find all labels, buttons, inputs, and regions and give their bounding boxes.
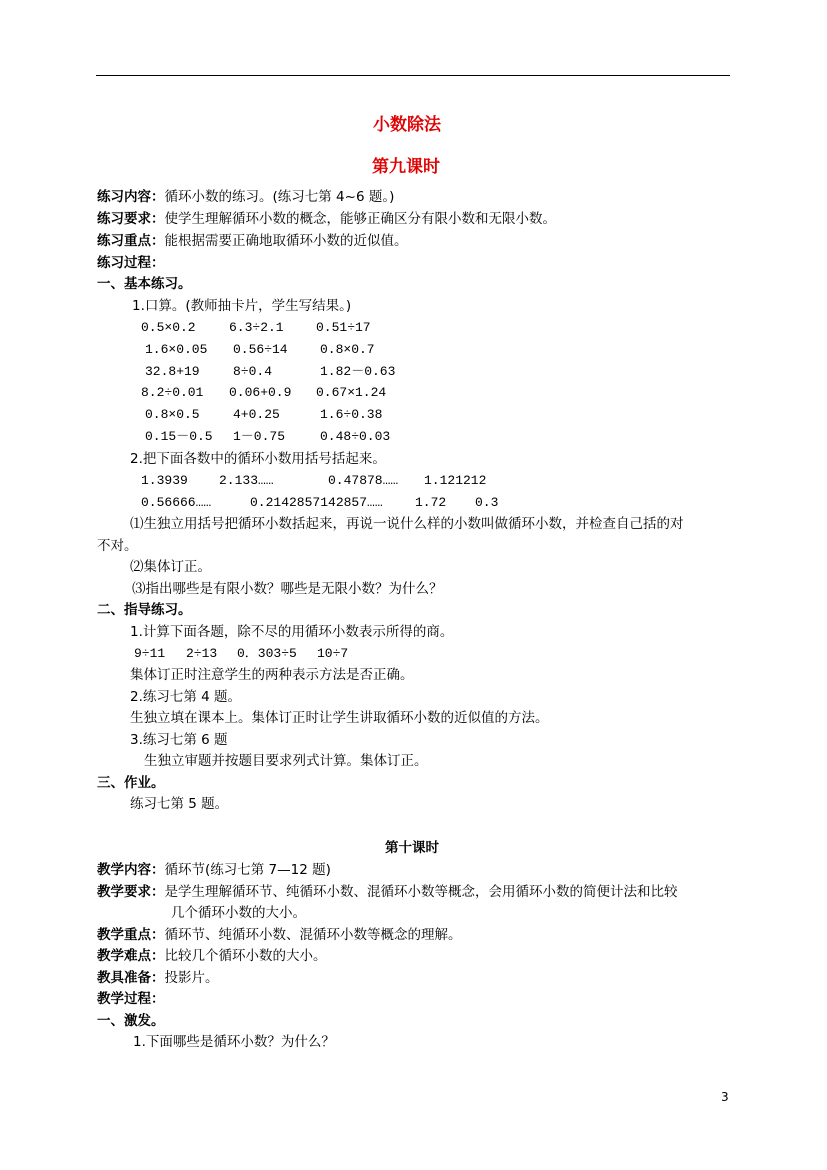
lesson10-item-1: 1.下面哪些是循环小数？为什么？ — [133, 1034, 335, 1050]
header-rule — [96, 75, 730, 76]
lesson10-process-label: 教学过程： — [97, 991, 165, 1007]
page-number: 3 — [721, 1090, 729, 1104]
number-item: 0.56666…… — [141, 495, 212, 510]
number-item: 0.3 — [475, 495, 499, 510]
label: 教学重点： — [97, 927, 165, 943]
step-1-line-a: ⑴生独立用括号把循环小数括起来，再说一说什么样的小数叫做循环小数，并检查自己括的对 — [130, 516, 684, 532]
guided-item-2: 2.练习七第 4 题。 — [130, 689, 242, 705]
calc-cell: 0.56÷14 — [233, 342, 288, 357]
calc-cell: 8÷0.4 — [233, 364, 273, 379]
step-3: ⑶指出哪些是有限小数？哪些是无限小数？为什么？ — [132, 581, 443, 597]
section-homework: 三、作业。 — [97, 775, 165, 791]
calc-cell: 0.06+0.9 — [229, 385, 292, 400]
guided-item-3: 3.练习七第 6 题 — [130, 732, 228, 748]
value: 是学生理解循环节、纯循环小数、混循环小数等概念，会用循环小数的简便计法和比较 — [164, 884, 678, 900]
value: 投影片。 — [164, 970, 219, 986]
section-basic-practice: 一、基本练习。 — [97, 276, 192, 292]
lesson10-difficulty-row — [97, 947, 327, 965]
guided-item-3-note: 生独立审题并按题目要求列式计算。集体订正。 — [144, 753, 428, 769]
lesson9-heading: 第九课时 — [372, 157, 440, 177]
lesson9-process-label: 练习过程： — [97, 255, 165, 271]
value: 能根据需要正确地取循环小数的近似值。 — [164, 233, 408, 249]
label: 练习内容： — [97, 189, 165, 205]
label: 练习重点： — [97, 233, 165, 249]
value: 使学生理解循环小数的概念，能够正确区分有限小数和无限小数。 — [164, 211, 556, 227]
calc-cell: 6.3÷2.1 — [229, 320, 284, 335]
calc-cell: 0.8×0.7 — [320, 342, 375, 357]
number-item: 0.47878…… — [328, 473, 399, 488]
item-mental-math: 1.口算。(教师抽卡片，学生写结果。) — [132, 298, 352, 314]
lesson10-req-cont: 几个循环小数的大小。 — [171, 905, 306, 921]
lesson9-content-row — [97, 188, 394, 206]
homework-text: 练习七第 5 题。 — [130, 796, 229, 812]
lesson9-key-row — [97, 232, 408, 250]
value: 循环节、纯循环小数、混循环小数等概念的理解。 — [164, 927, 462, 943]
label: 教学内容： — [97, 862, 165, 878]
number-item: 1.121212 — [424, 473, 487, 488]
expr: 2÷13 — [186, 646, 218, 661]
value: 比较几个循环小数的大小。 — [164, 948, 327, 964]
section-guided-practice: 二、指导练习。 — [97, 602, 192, 618]
guided-item-2-note: 生独立填在课本上。集体订正时让学生讲取循环小数的近似值的方法。 — [130, 710, 549, 726]
number-item: 0.2142857142857…… — [250, 495, 383, 510]
number-item: 1.72 — [415, 495, 447, 510]
calc-cell: 4+0.25 — [233, 407, 280, 422]
calc-cell: 0.5×0.2 — [141, 320, 196, 335]
label: 教具准备： — [97, 970, 165, 986]
value: 循环小数的练习。(练习七第 4~6 题。) — [164, 189, 395, 205]
item-bracket-repeating: 2.把下面各数中的循环小数用括号括起来。 — [130, 451, 386, 467]
calc-cell: 0.51÷17 — [316, 320, 371, 335]
guided-item-1-note: 集体订正时注意学生的两种表示方法是否正确。 — [130, 667, 414, 683]
calc-cell: 1.6×0.05 — [145, 342, 208, 357]
value: 循环节(练习七第 7—12 题) — [164, 862, 331, 878]
calc-cell: 8.2÷0.01 — [141, 385, 204, 400]
calc-cell: 1.82－0.63 — [320, 364, 396, 379]
expr: 0．303÷5 — [237, 646, 297, 661]
guided-item-1: 1.计算下面各题，除不尽的用循环小数表示所得的商。 — [130, 624, 454, 640]
lesson10-key-row — [97, 926, 462, 944]
expr: 10÷7 — [317, 646, 349, 661]
step-2: ⑵集体订正。 — [130, 559, 211, 575]
lesson9-req-row — [97, 210, 556, 228]
number-item: 1.3939 — [141, 473, 188, 488]
expr: 9÷11 — [134, 646, 166, 661]
document-title: 小数除法 — [373, 115, 441, 135]
lesson10-req-row — [97, 883, 678, 901]
label: 教学难点： — [97, 948, 165, 964]
calc-cell: 0.48÷0.03 — [320, 429, 391, 444]
calc-cell: 0.15－0.5 — [145, 429, 213, 444]
label: 练习要求： — [97, 211, 165, 227]
calc-cell: 0.67×1.24 — [316, 385, 387, 400]
lesson10-content-row — [97, 861, 331, 879]
calc-cell: 1.6÷0.38 — [320, 407, 383, 422]
calc-cell: 1－0.75 — [233, 429, 286, 444]
lesson10-heading: 第十课时 — [385, 840, 439, 856]
step-1-line-b: 不对。 — [97, 538, 138, 554]
number-item: 2.133…… — [219, 473, 274, 488]
lesson10-tools-row — [97, 969, 219, 987]
section-motivate: 一、激发。 — [97, 1013, 165, 1029]
calc-cell: 32.8+19 — [145, 364, 200, 379]
calc-cell: 0.8×0.5 — [145, 407, 200, 422]
label: 教学要求： — [97, 884, 165, 900]
